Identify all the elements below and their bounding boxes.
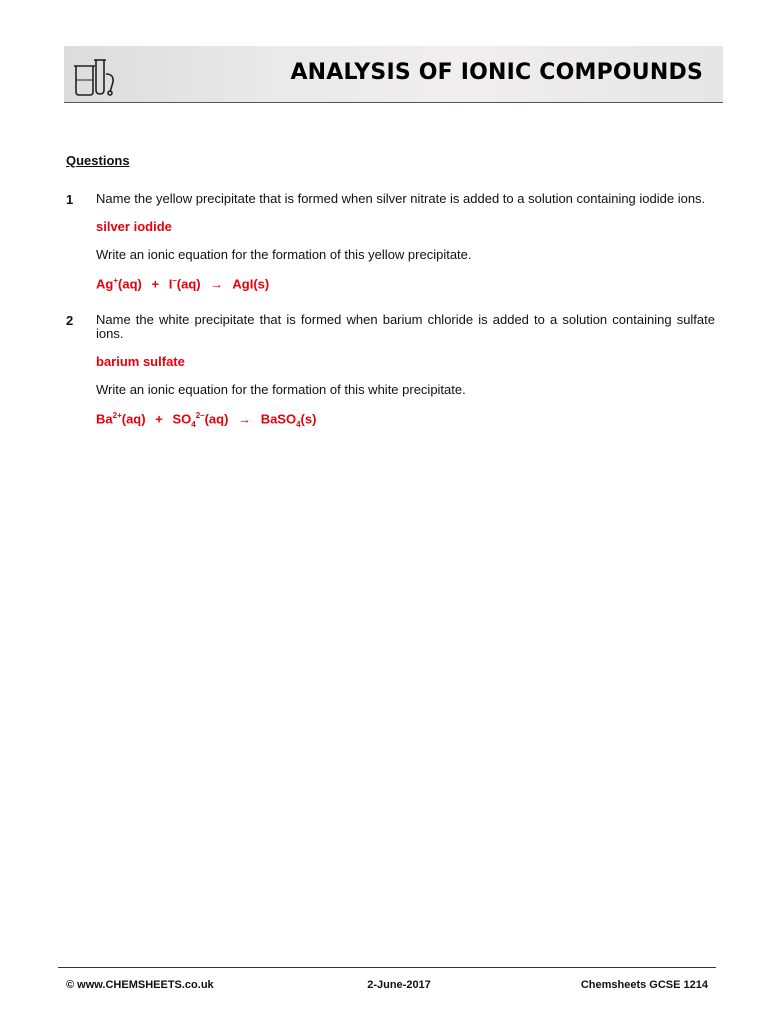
reactant-1-charge: 2+ bbox=[112, 411, 122, 420]
reactant-2-subscript: 4 bbox=[191, 419, 196, 429]
reactant-1-charge: + bbox=[113, 276, 119, 285]
answer-text: barium sulfate bbox=[96, 354, 185, 369]
footer-copyright: © www.CHEMSHEETS.co.uk bbox=[66, 979, 214, 991]
question-number: 2 bbox=[66, 313, 74, 328]
product: AgI(s) bbox=[232, 276, 270, 292]
product-subscript: 4 bbox=[296, 419, 301, 429]
reaction-arrow: → bbox=[238, 411, 252, 427]
plus-sign: + bbox=[155, 411, 163, 427]
page-header bbox=[64, 46, 723, 103]
reactant-1: Ba bbox=[96, 411, 113, 427]
reaction-arrow: → bbox=[210, 276, 224, 292]
footer-date: 2-June-2017 bbox=[367, 979, 431, 991]
question-followup: Write an ionic equation for the formation of this yellow precipitate. bbox=[96, 247, 472, 262]
reactant-1: Ag bbox=[96, 276, 114, 292]
footer-reference: Chemsheets GCSE 1214 bbox=[580, 979, 708, 991]
lab-glassware-icon bbox=[70, 52, 118, 98]
reactant-1-state: (aq) bbox=[118, 276, 142, 292]
product-state: (s) bbox=[300, 411, 317, 427]
ionic-equation bbox=[96, 276, 269, 291]
reactant-2-charge: – bbox=[172, 276, 177, 285]
product: BaSO bbox=[260, 411, 297, 427]
ionic-equation bbox=[96, 411, 316, 429]
reactant-2-state: (aq) bbox=[204, 411, 229, 427]
reactant-2: SO bbox=[172, 411, 192, 427]
questions-heading: Questions bbox=[66, 153, 130, 168]
reactant-2-charge: 2– bbox=[195, 411, 205, 420]
footer-divider bbox=[58, 967, 716, 968]
question-prompt: Name the white precipitate that is formed when barium chloride is added to a solution containing sulfate ions. bbox=[96, 312, 715, 341]
page-title: ANALYSIS OF IONIC COMPOUNDS bbox=[290, 60, 703, 85]
question-number: 1 bbox=[66, 192, 74, 207]
reactant-2-state: (aq) bbox=[176, 276, 201, 292]
answer-text: silver iodide bbox=[96, 219, 172, 234]
question-prompt: Name the yellow precipitate that is formed when silver nitrate is added to a solution containing iodide ions. bbox=[96, 191, 706, 206]
plus-sign: + bbox=[151, 276, 160, 292]
reactant-1-state: (aq) bbox=[121, 411, 146, 427]
question-followup: Write an ionic equation for the formation of this white precipitate. bbox=[96, 382, 466, 397]
reactant-2: I bbox=[168, 276, 173, 292]
